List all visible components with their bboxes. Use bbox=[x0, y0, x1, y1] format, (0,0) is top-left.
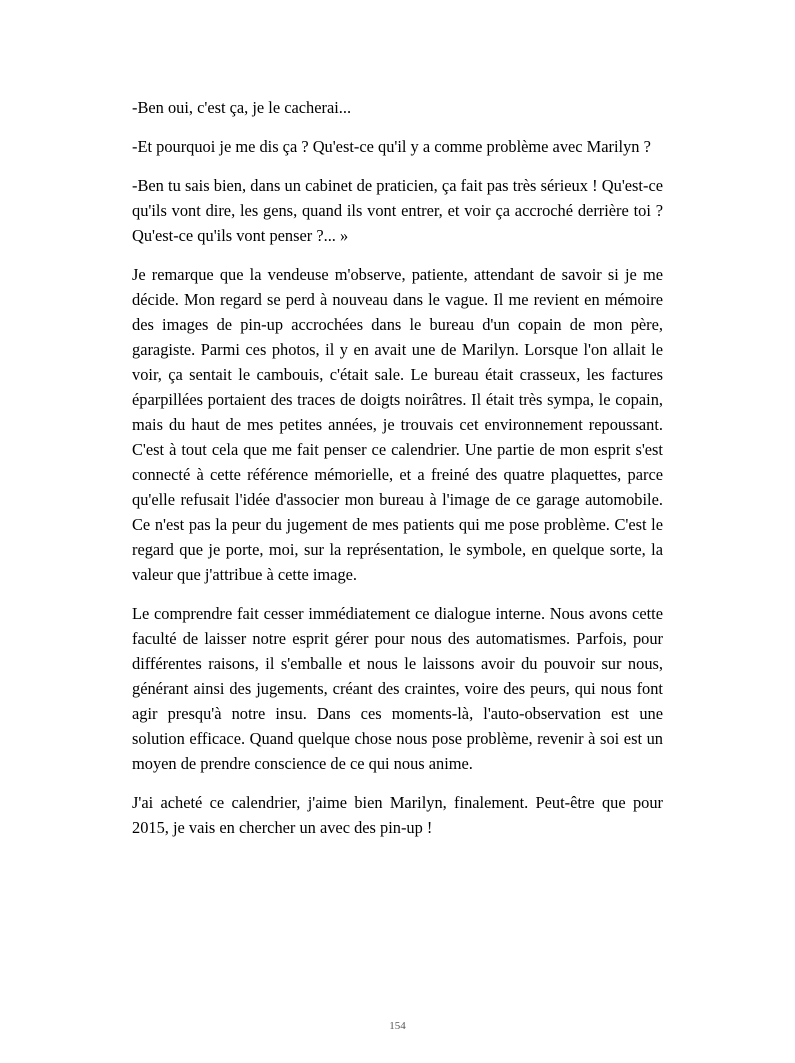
page-number: 154 bbox=[389, 1020, 406, 1032]
dialogue-line-2: -Et pourquoi je me dis ça ? Qu'est-ce qu'il y a comme problème avec Marilyn ? bbox=[132, 137, 651, 156]
dialogue-line-3: -Ben tu sais bien, dans un cabinet de praticien, ça fait pas très sérieux ! Qu'est-ce qu'ils vont dire, les gens, quand ils vont entrer, et voir ça accroché derrière toi ? Qu'est-ce qu'ils vont penser ?... » bbox=[132, 176, 663, 245]
closing-paragraph: J'ai acheté ce calendrier, j'aime bien Marilyn, finalement. Peut-être que pour 2015, je vais en chercher un avec des pin-up ! bbox=[132, 793, 663, 837]
dialogue-line-1: -Ben oui, c'est ça, je le cacherai... bbox=[132, 98, 352, 117]
page-body bbox=[132, 95, 663, 854]
narrative-paragraph-1: Je remarque que la vendeuse m'observe, patiente, attendant de savoir si je me décide. Mon regard se perd à nouveau dans le vague. Il me revient en mémoire des images de pin-up accrochées dans le bureau d'un copain de mon père, garagiste. Parmi ces photos, il y en avait une de Marilyn. Lorsque l'on allait le voir, ça sentait le cambouis, c'était sale. Le bureau était crasseux, les factures éparpillées portaient des traces de doigts noirâtres. Il était très sympa, le copain, mais du haut de mes petites années, je trouvais cet environnement repoussant. C'est à tout cela que me fait penser ce calendrier. Une partie de mon esprit s'est connecté à cette référence mémorielle, et a freiné des quatre plaquettes, parce qu'elle refusait l'idée d'associer mon bureau à l'image de ce garage automobile. Ce n'est pas la peur du jugement de mes patients qui me pose problème. C'est le regard que je porte, moi, sur la représentation, le symbole, en quelque sorte, la valeur que j'attribue à cette image. bbox=[132, 265, 663, 584]
narrative-paragraph-2: Le comprendre fait cesser immédiatement ce dialogue interne. Nous avons cette faculté de laisser notre esprit gérer pour nous des automatismes. Parfois, pour différentes raisons, il s'emballe et nous le laissons avoir du pouvoir sur nous, générant ainsi des jugements, créant des craintes, voire des peurs, qui nous font agir presqu'à notre insu. Dans ces moments-là, l'auto-observation est une solution efficace. Quand quelque chose nous pose problème, revenir à soi est un moyen de prendre conscience de ce qui nous anime. bbox=[132, 604, 663, 773]
